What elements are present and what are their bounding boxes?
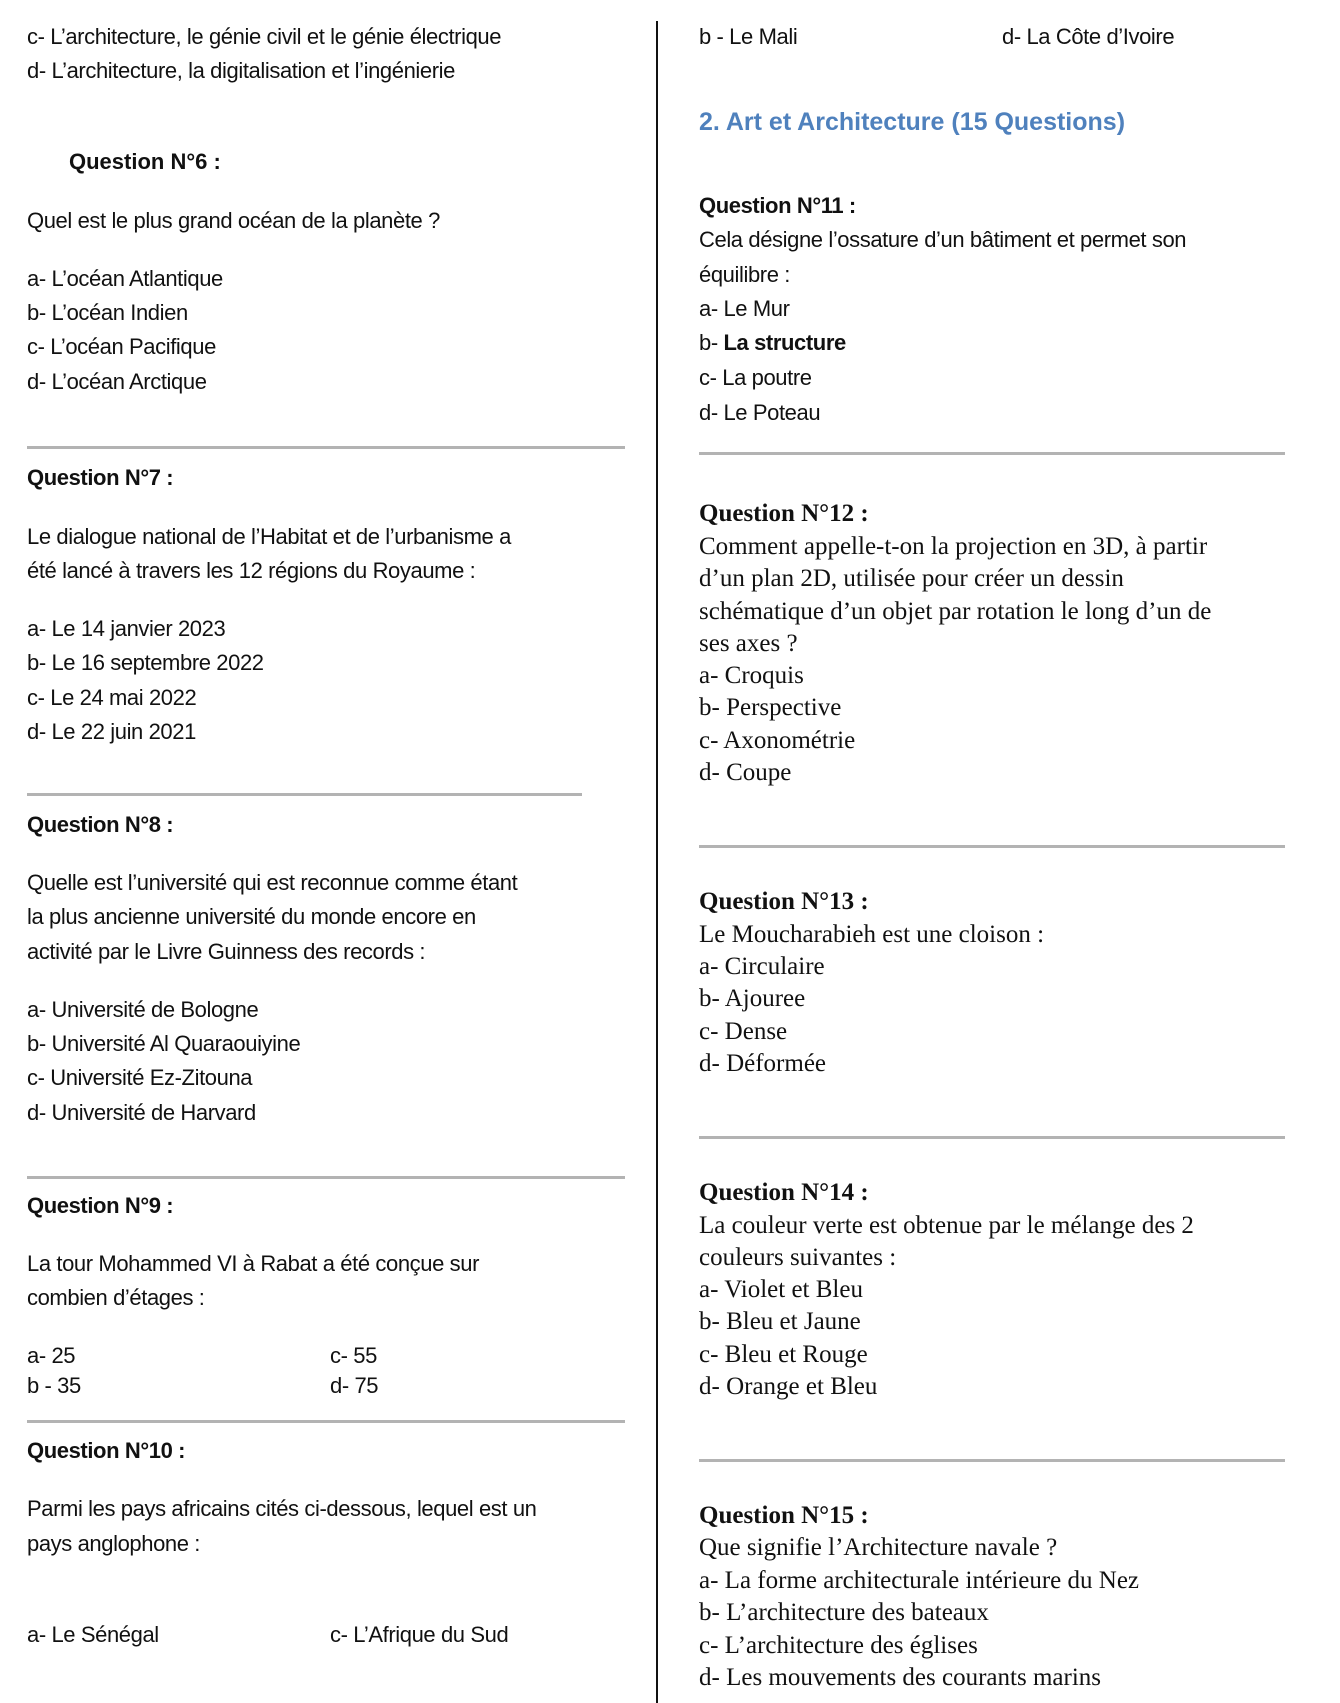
q12-text-line-3: schématique d’un objet par rotation le long d’un de xyxy=(699,598,1212,625)
q7-option-d: d- Le 22 juin 2021 xyxy=(27,719,196,744)
q13-text: Le Moucharabieh est une cloison : xyxy=(699,921,1045,948)
q14-option-c: c- Bleu et Rouge xyxy=(699,1341,868,1368)
q8-option-b: b- Université Al Quaraouiyine xyxy=(27,1031,301,1056)
q7-option-c: c- Le 24 mai 2022 xyxy=(27,685,197,710)
q11-highlighted-answer: La structure xyxy=(723,330,846,355)
q13-option-b: b- Ajouree xyxy=(699,985,806,1012)
q5-option-c: c- L’architecture, le génie civil et le génie électrique xyxy=(27,24,502,49)
q10-text-line-1: Parmi les pays africains cités ci-dessous, lequel est un xyxy=(27,1496,537,1521)
separator-q7-q8 xyxy=(27,793,582,796)
q13-option-a: a- Circulaire xyxy=(699,953,825,980)
q6-text: Quel est le plus grand océan de la planète ? xyxy=(27,208,440,233)
q14-option-a: a- Violet et Bleu xyxy=(699,1276,863,1303)
q7-text-line-1: Le dialogue national de l’Habitat et de l’urbanisme a xyxy=(27,524,511,549)
q11-text-line-1: Cela désigne l’ossature d’un bâtiment et permet son xyxy=(699,227,1187,252)
q12-text-line-4: ses axes ? xyxy=(699,630,798,657)
separator-q9-q10 xyxy=(27,1420,625,1423)
q11-text-line-2: équilibre : xyxy=(699,262,790,287)
q6-option-b: b- L’océan Indien xyxy=(27,300,188,325)
q15-option-c: c- L’architecture des églises xyxy=(699,1632,978,1659)
column-divider xyxy=(656,21,658,1703)
q8-text-line-1: Quelle est l’université qui est reconnue comme étant xyxy=(27,870,518,895)
separator-q14-q15 xyxy=(699,1459,1285,1462)
q14-text-line-1: La couleur verte est obtenue par le mélange des 2 xyxy=(699,1212,1194,1239)
section-heading: 2. Art et Architecture (15 Questions) xyxy=(699,108,1126,136)
q13-title: Question N°13 : xyxy=(699,888,869,915)
q9-title: Question N°9 : xyxy=(27,1193,174,1218)
q8-text-line-2: la plus ancienne université du monde encore en xyxy=(27,904,476,929)
q8-title: Question N°8 : xyxy=(27,812,174,837)
q14-title: Question N°14 : xyxy=(699,1179,869,1206)
q14-option-b: b- Bleu et Jaune xyxy=(699,1308,861,1335)
q7-option-a: a- Le 14 janvier 2023 xyxy=(27,616,226,641)
q8-text-line-3: activité par le Livre Guinness des records : xyxy=(27,939,426,964)
q9-text-line-2: combien d’étages : xyxy=(27,1285,205,1310)
q9-text-line-1: La tour Mohammed VI à Rabat a été conçue sur xyxy=(27,1251,479,1276)
q10-option-d: d- La Côte d’Ivoire xyxy=(1002,24,1175,49)
separator-q8-q9 xyxy=(27,1176,625,1179)
q12-option-d: d- Coupe xyxy=(699,759,792,786)
q11-option-b-prefix: b- xyxy=(699,330,724,355)
q8-option-c: c- Université Ez-Zitouna xyxy=(27,1065,253,1090)
q10-title: Question N°10 : xyxy=(27,1438,186,1463)
q10-option-b: b - Le Mali xyxy=(699,24,798,49)
q6-option-c: c- L’océan Pacifique xyxy=(27,334,216,359)
q12-option-a: a- Croquis xyxy=(699,662,804,689)
q7-option-b: b- Le 16 septembre 2022 xyxy=(27,650,264,675)
q11-option-d: d- Le Poteau xyxy=(699,400,821,425)
q15-option-a: a- La forme architecturale intérieure du Nez xyxy=(699,1567,1140,1594)
q15-option-d: d- Les mouvements des courants marins xyxy=(699,1664,1101,1691)
q12-title: Question N°12 : xyxy=(699,500,869,527)
q10-option-c: c- L’Afrique du Sud xyxy=(330,1622,509,1647)
q15-option-b: b- L’architecture des bateaux xyxy=(699,1599,989,1626)
q14-text-line-2: couleurs suivantes : xyxy=(699,1244,897,1271)
q6-title: Question N°6 : xyxy=(69,149,221,174)
q9-option-d: d- 75 xyxy=(330,1373,379,1398)
q7-title: Question N°7 : xyxy=(27,465,174,490)
q11-option-b xyxy=(699,330,846,356)
q8-option-d: d- Université de Harvard xyxy=(27,1100,256,1125)
q5-option-d: d- L’architecture, la digitalisation et l’ingénierie xyxy=(27,58,456,83)
q11-title: Question N°11 : xyxy=(699,193,856,218)
q10-text-line-2: pays anglophone : xyxy=(27,1531,201,1556)
q12-text-line-2: d’un plan 2D, utilisée pour créer un dessin xyxy=(699,565,1124,592)
q7-text-line-2: été lancé à travers les 12 régions du Royaume : xyxy=(27,558,476,583)
q11-option-a: a- Le Mur xyxy=(699,296,790,321)
q12-option-c: c- Axonométrie xyxy=(699,727,856,754)
separator-q12-q13 xyxy=(699,845,1285,848)
separator-q6-q7 xyxy=(27,446,625,449)
q15-title: Question N°15 : xyxy=(699,1502,869,1529)
q15-text: Que signifie l’Architecture navale ? xyxy=(699,1534,1058,1561)
q13-option-c: c- Dense xyxy=(699,1018,788,1045)
q14-option-d: d- Orange et Bleu xyxy=(699,1373,878,1400)
q11-option-c: c- La poutre xyxy=(699,365,812,390)
q12-text-line-1: Comment appelle-t-on la projection en 3D, à partir xyxy=(699,533,1208,560)
separator-q11-q12 xyxy=(699,452,1285,455)
q6-option-d: d- L’océan Arctique xyxy=(27,369,207,394)
q13-option-d: d- Déformée xyxy=(699,1050,827,1077)
q9-option-a: a- 25 xyxy=(27,1343,76,1368)
q6-option-a: a- L’océan Atlantique xyxy=(27,266,223,291)
separator-q13-q14 xyxy=(699,1136,1285,1139)
q10-option-a: a- Le Sénégal xyxy=(27,1622,159,1647)
q8-option-a: a- Université de Bologne xyxy=(27,997,259,1022)
q9-option-b: b - 35 xyxy=(27,1373,81,1398)
q12-option-b: b- Perspective xyxy=(699,694,842,721)
q9-option-c: c- 55 xyxy=(330,1343,377,1368)
